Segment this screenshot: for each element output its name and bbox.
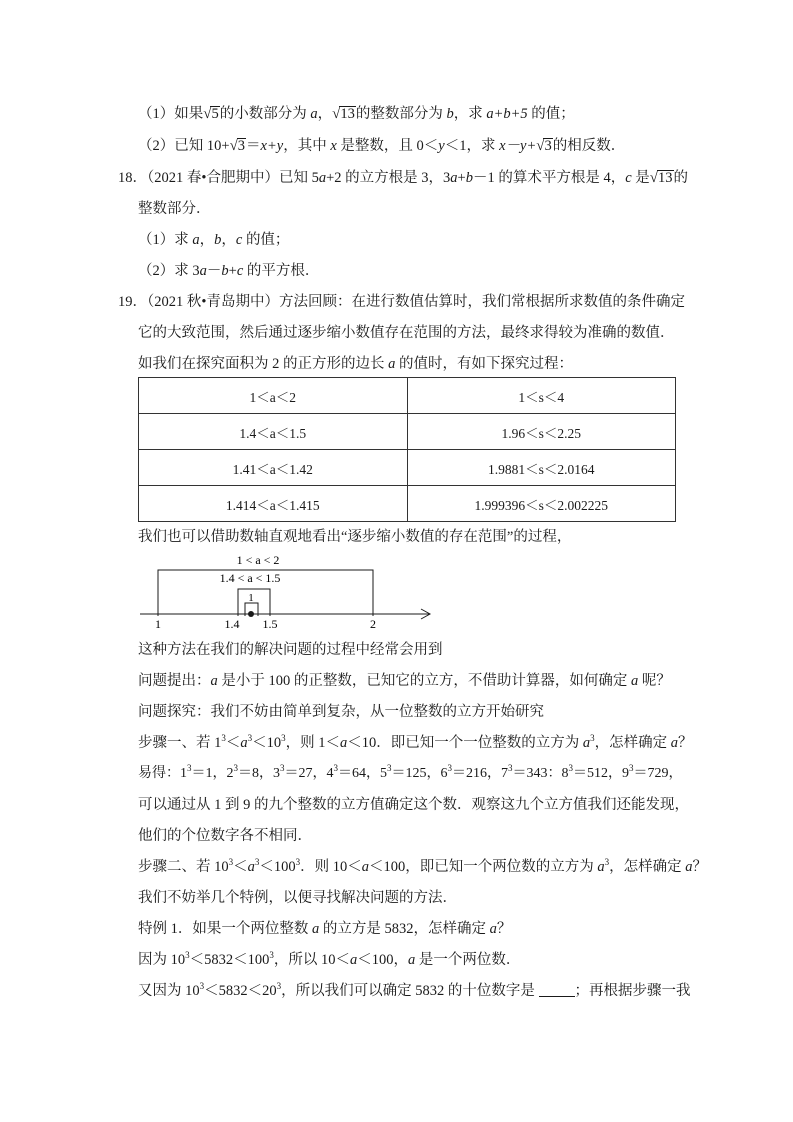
q19-line16: 又因为 $10^3<5832<20^3$，所以我们可以确定 5832 的十位数字是 ；再根据步骤一我 <box>138 981 691 999</box>
tick-label-1-4: 1.4 <box>224 617 240 630</box>
table-cell: 1＜s＜4 <box>407 378 676 414</box>
table-cell: 1＜a＜2 <box>139 378 408 414</box>
q19-line5: 这种方法在我们的解决问题的过程中经常会用到 <box>138 642 443 658</box>
q19-line9: 易得：$1^3=1$，$2^3=8$，$3^3=27$，$4^3=64$，$5^3=125$，$6^3=216$，$7^3=343$：$8^3=512$，$9^3=729$， <box>138 763 683 781</box>
q18-line1: 18．（2021 春•合肥期中）已知 5a+2 的立方根是 3，3a+b－1 的算术平方根是 4，c 是√13的 <box>118 170 688 186</box>
q19-line1: 19．（2021 秋•青岛期中）方法回顾：在进行数值估算时，我们常根据所求数值的条件确定 <box>118 294 685 310</box>
q19-line14: 特例 1．如果一个两位整数 a 的立方是 5832，怎样确定 a？ <box>138 921 512 937</box>
point-sqrt2 <box>248 611 254 617</box>
sqrt-symbol: √ <box>229 138 238 154</box>
table-cell: 1.9881＜s＜2.0164 <box>407 450 676 486</box>
estimation-table <box>138 377 676 522</box>
tick-label-1: 1 <box>155 617 161 630</box>
sqrt-symbol: √ <box>332 106 341 122</box>
q19-line7: 问题探究：我们不妨由简单到复杂，从一位整数的立方开始研究 <box>138 704 544 720</box>
table-row <box>139 378 676 414</box>
label-inner: 1 <box>248 592 254 604</box>
table-cell: 1.41＜a＜1.42 <box>139 450 408 486</box>
q18-part2: （2）求 3a－b+c 的平方根． <box>138 263 320 279</box>
table-row <box>139 450 676 486</box>
answer-blank[interactable] <box>539 982 575 997</box>
number-line-figure <box>140 550 440 630</box>
q19-line13: 我们不妨举几个特例，以便寻找解决问题的方法． <box>138 890 457 906</box>
q19-line2: 它的大致范围，然后通过逐步缩小数值存在范围的方法，最终求得较为准确的数值． <box>138 325 675 341</box>
tick-label-2: 2 <box>370 617 376 630</box>
table-cell: 1.414＜a＜1.415 <box>139 486 408 522</box>
sqrt-symbol: √ <box>203 106 212 122</box>
q19-line6: 问题提出：a 是小于 100 的正整数，已知它的立方，不借助计算器，如何确定 a 呢？ <box>138 673 671 689</box>
q19-line11: 他们的个位数字各不相同． <box>138 828 312 844</box>
table-cell: 1.4＜a＜1.5 <box>139 414 408 450</box>
q19-line10: 可以通过从 1 到 9 的九个整数的立方值确定这个数．观察这九个立方值我们还能发现， <box>138 797 689 813</box>
tick-label-1-5: 1.5 <box>262 617 278 630</box>
q19-line3: 如我们在探究面积为 2 的正方形的边长 a 的值时，有如下探究过程： <box>138 356 573 372</box>
sqrt-symbol: √ <box>649 170 658 186</box>
q19-line12: 步骤二、若 $10^3<a^3<100^3$．则 10＜a＜100，即已知一个两位数的立方为 $a^3$，怎样确定 a？ <box>138 857 707 875</box>
q19-line8: 步骤一、若 $1^3<a^3<10^3$，则 1＜a＜10．即已知一个一位整数的立方为 $a^3$，怎样确定 a？ <box>138 733 693 751</box>
q19-line4: 我们也可以借助数轴直观地看出“逐步缩小数值的存在范围”的过程， <box>138 529 572 545</box>
q19-line15: 因为 $10^3<5832<100^3$，所以 10＜a＜100，a 是一个两位数． <box>138 950 521 968</box>
q17-part2: （2）已知 10+√3＝x+y，其中 x 是整数，且 0＜y＜1，求 x－y+√3的相反数． <box>138 138 626 154</box>
table-cell: 1.96＜s＜2.25 <box>407 414 676 450</box>
q18-part1: （1）求 a，b，c 的值； <box>138 232 290 248</box>
label-outer: 1 < a < 2 <box>236 553 280 567</box>
q17-part1: （1）如果√5的小数部分为 a，√13的整数部分为 b，求 a+b+5 的值； <box>138 106 575 122</box>
table-row <box>139 414 676 450</box>
table-cell: 1.999396＜s＜2.002225 <box>407 486 676 522</box>
q18-line2: 整数部分． <box>138 201 211 217</box>
sqrt-symbol: √ <box>536 138 545 154</box>
table-row <box>139 486 676 522</box>
label-mid: 1.4 < a < 1.5 <box>219 571 281 585</box>
